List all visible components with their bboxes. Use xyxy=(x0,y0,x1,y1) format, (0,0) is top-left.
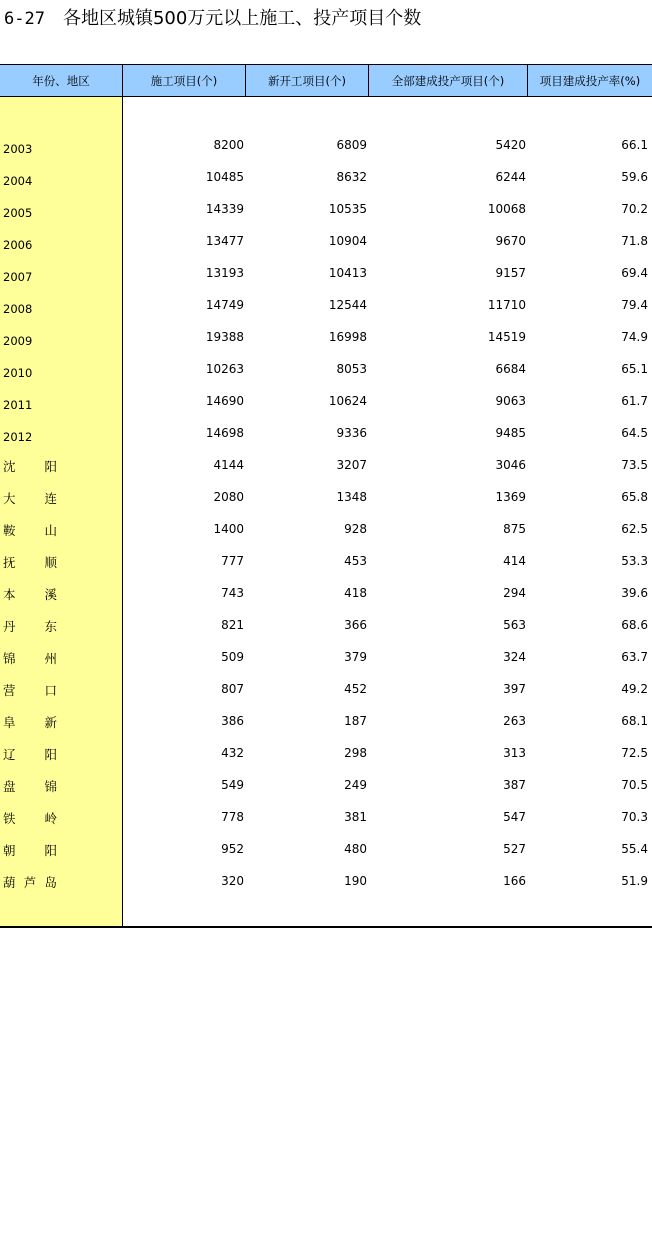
row-label: 营 口 xyxy=(3,683,57,698)
row-label: 2009 xyxy=(3,334,33,348)
row-label: 大 连 xyxy=(3,491,57,506)
cell-completed: 324 xyxy=(503,650,526,664)
cell-construction: 549 xyxy=(221,778,244,792)
table-row xyxy=(0,609,652,641)
table-row xyxy=(0,257,652,289)
row-label: 朝 阳 xyxy=(3,843,57,858)
cell-rate: 59.6 xyxy=(621,170,648,184)
table-row xyxy=(0,737,652,769)
header-year-region: 年份、地区 xyxy=(0,65,123,96)
cell-completed: 397 xyxy=(503,682,526,696)
cell-construction: 19388 xyxy=(205,330,244,344)
cell-completed: 10068 xyxy=(487,202,526,216)
cell-new: 12544 xyxy=(328,298,367,312)
cell-construction: 432 xyxy=(221,746,244,760)
cell-rate: 61.7 xyxy=(621,394,648,408)
cell-completed: 263 xyxy=(503,714,526,728)
cell-construction: 4144 xyxy=(213,458,244,472)
cell-rate: 64.5 xyxy=(621,426,648,440)
cell-completed: 9063 xyxy=(495,394,526,408)
table-row xyxy=(0,801,652,833)
table-row xyxy=(0,865,652,897)
row-label: 本 溪 xyxy=(3,587,57,602)
table-header xyxy=(0,64,652,97)
cell-rate: 65.8 xyxy=(621,490,648,504)
cell-new: 6809 xyxy=(336,138,367,152)
cell-new: 366 xyxy=(344,618,367,632)
cell-construction: 386 xyxy=(221,714,244,728)
cell-completed: 14519 xyxy=(487,330,526,344)
table-row xyxy=(0,449,652,481)
cell-new: 10904 xyxy=(328,234,367,248)
row-label: 2005 xyxy=(3,206,33,220)
cell-rate: 69.4 xyxy=(621,266,648,280)
cell-completed: 5420 xyxy=(495,138,526,152)
row-label: 盘 锦 xyxy=(3,779,57,794)
cell-completed: 166 xyxy=(503,874,526,888)
cell-completed: 11710 xyxy=(487,298,526,312)
cell-rate: 39.6 xyxy=(621,586,648,600)
cell-completed: 313 xyxy=(503,746,526,760)
table-number: 6-27 xyxy=(4,9,45,29)
table-row xyxy=(0,129,652,161)
cell-construction: 13477 xyxy=(205,234,244,248)
cell-construction: 1400 xyxy=(213,522,244,536)
cell-new: 381 xyxy=(344,810,367,824)
cell-construction: 8200 xyxy=(213,138,244,152)
cell-rate: 74.9 xyxy=(621,330,648,344)
table-row xyxy=(0,641,652,673)
cell-new: 3207 xyxy=(336,458,367,472)
row-label: 丹 东 xyxy=(3,619,57,634)
cell-completed: 547 xyxy=(503,810,526,824)
cell-new: 9336 xyxy=(336,426,367,440)
cell-construction: 952 xyxy=(221,842,244,856)
cell-rate: 49.2 xyxy=(621,682,648,696)
cell-construction: 14749 xyxy=(205,298,244,312)
table-row xyxy=(0,353,652,385)
cell-completed: 9670 xyxy=(495,234,526,248)
cell-construction: 743 xyxy=(221,586,244,600)
table-row xyxy=(0,481,652,513)
cell-rate: 66.1 xyxy=(621,138,648,152)
cell-rate: 65.1 xyxy=(621,362,648,376)
table-row xyxy=(0,705,652,737)
cell-new: 190 xyxy=(344,874,367,888)
cell-rate: 73.5 xyxy=(621,458,648,472)
cell-rate: 70.3 xyxy=(621,810,648,824)
cell-rate: 55.4 xyxy=(621,842,648,856)
cell-new: 418 xyxy=(344,586,367,600)
cell-new: 453 xyxy=(344,554,367,568)
header-completed-projects: 全部建成投产项目(个) xyxy=(369,65,528,96)
cell-completed: 414 xyxy=(503,554,526,568)
cell-new: 8632 xyxy=(336,170,367,184)
cell-construction: 10263 xyxy=(205,362,244,376)
cell-construction: 777 xyxy=(221,554,244,568)
table-row xyxy=(0,769,652,801)
table-row xyxy=(0,545,652,577)
cell-rate: 53.3 xyxy=(621,554,648,568)
table-row xyxy=(0,513,652,545)
table-row xyxy=(0,577,652,609)
table-row xyxy=(0,417,652,449)
table-row xyxy=(0,385,652,417)
cell-rate: 63.7 xyxy=(621,650,648,664)
row-label: 鞍 山 xyxy=(3,523,57,538)
row-label: 2008 xyxy=(3,302,33,316)
cell-completed: 527 xyxy=(503,842,526,856)
cell-rate: 51.9 xyxy=(621,874,648,888)
data-table xyxy=(0,64,652,928)
cell-completed: 6684 xyxy=(495,362,526,376)
table-row xyxy=(0,321,652,353)
page-title xyxy=(4,6,421,32)
cell-new: 928 xyxy=(344,522,367,536)
cell-new: 480 xyxy=(344,842,367,856)
row-label: 铁 岭 xyxy=(3,811,57,826)
cell-new: 379 xyxy=(344,650,367,664)
row-label: 2011 xyxy=(3,398,33,412)
cell-rate: 70.2 xyxy=(621,202,648,216)
cell-construction: 821 xyxy=(221,618,244,632)
cell-new: 16998 xyxy=(328,330,367,344)
cell-completed: 3046 xyxy=(495,458,526,472)
cell-new: 8053 xyxy=(336,362,367,376)
table-body xyxy=(0,129,652,897)
cell-new: 249 xyxy=(344,778,367,792)
row-label: 2007 xyxy=(3,270,33,284)
table-row xyxy=(0,833,652,865)
cell-new: 10413 xyxy=(328,266,367,280)
row-label: 辽 阳 xyxy=(3,747,57,762)
table-row xyxy=(0,673,652,705)
cell-rate: 62.5 xyxy=(621,522,648,536)
cell-new: 298 xyxy=(344,746,367,760)
header-new-projects: 新开工项目(个) xyxy=(246,65,369,96)
cell-construction: 807 xyxy=(221,682,244,696)
cell-completed: 1369 xyxy=(495,490,526,504)
cell-new: 187 xyxy=(344,714,367,728)
table-title: 各地区城镇500万元以上施工、投产项目个数 xyxy=(62,8,422,29)
cell-construction: 320 xyxy=(221,874,244,888)
cell-construction: 509 xyxy=(221,650,244,664)
row-label: 2003 xyxy=(3,142,33,156)
cell-rate: 70.5 xyxy=(621,778,648,792)
cell-rate: 68.6 xyxy=(621,618,648,632)
cell-construction: 13193 xyxy=(205,266,244,280)
row-label: 2012 xyxy=(3,430,33,444)
cell-completed: 6244 xyxy=(495,170,526,184)
table-row xyxy=(0,193,652,225)
cell-completed: 9157 xyxy=(495,266,526,280)
cell-rate: 68.1 xyxy=(621,714,648,728)
cell-rate: 79.4 xyxy=(621,298,648,312)
cell-construction: 2080 xyxy=(213,490,244,504)
cell-construction: 14690 xyxy=(205,394,244,408)
row-label: 锦 州 xyxy=(3,651,57,666)
cell-new: 1348 xyxy=(336,490,367,504)
row-label: 葫 芦 岛 xyxy=(3,875,57,890)
cell-completed: 875 xyxy=(503,522,526,536)
row-label: 2006 xyxy=(3,238,33,252)
row-label: 抚 顺 xyxy=(3,555,57,570)
cell-completed: 387 xyxy=(503,778,526,792)
table-row xyxy=(0,225,652,257)
cell-new: 452 xyxy=(344,682,367,696)
cell-completed: 294 xyxy=(503,586,526,600)
cell-rate: 71.8 xyxy=(621,234,648,248)
table-row xyxy=(0,289,652,321)
cell-new: 10624 xyxy=(328,394,367,408)
cell-construction: 14339 xyxy=(205,202,244,216)
table-row xyxy=(0,161,652,193)
header-construction-projects: 施工项目(个) xyxy=(123,65,246,96)
header-completion-rate: 项目建成投产率(%) xyxy=(528,65,652,96)
row-label: 2010 xyxy=(3,366,33,380)
row-label: 沈 阳 xyxy=(3,459,57,474)
row-label: 2004 xyxy=(3,174,33,188)
cell-completed: 9485 xyxy=(495,426,526,440)
cell-rate: 72.5 xyxy=(621,746,648,760)
cell-new: 10535 xyxy=(328,202,367,216)
table-bottom-border xyxy=(0,926,652,928)
row-label: 阜 新 xyxy=(3,715,57,730)
cell-completed: 563 xyxy=(503,618,526,632)
cell-construction: 10485 xyxy=(205,170,244,184)
cell-construction: 14698 xyxy=(205,426,244,440)
cell-construction: 778 xyxy=(221,810,244,824)
